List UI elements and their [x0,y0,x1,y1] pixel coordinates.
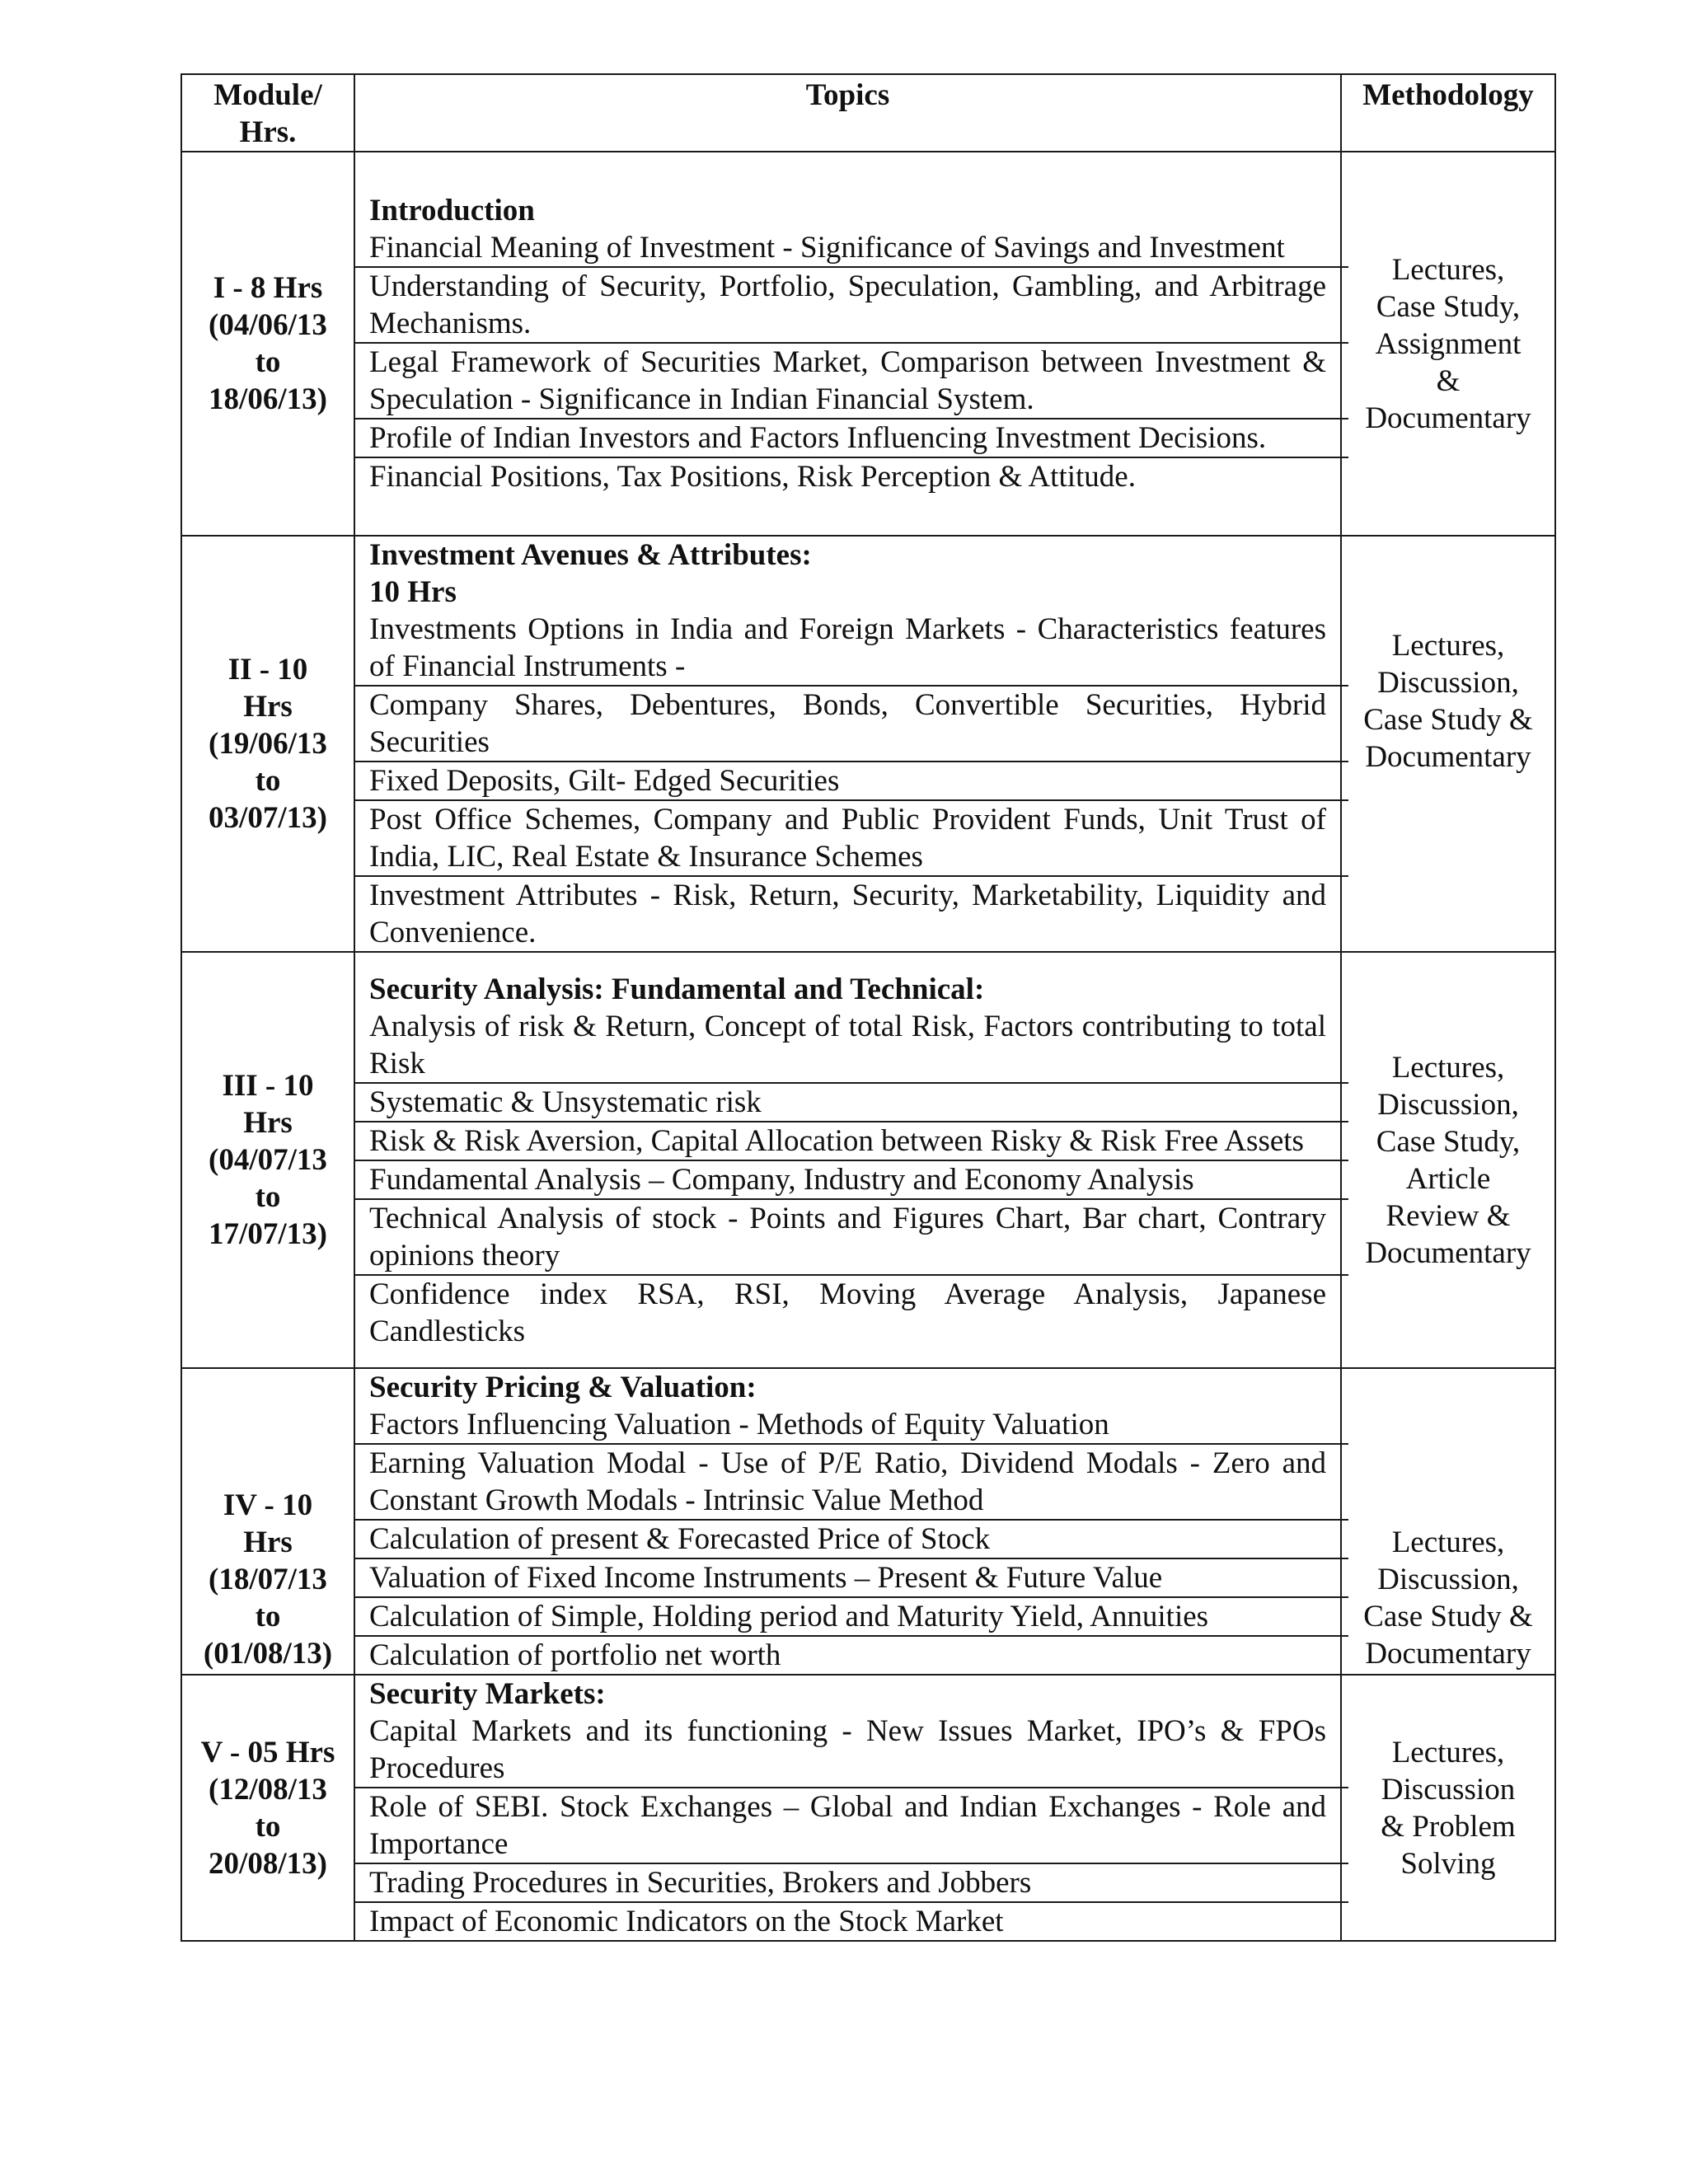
topic-item: Financial Positions, Tax Positions, Risk Perception & Attitude. [355,457,1348,495]
methodology-cell [1341,1675,1555,1941]
topic-item: Profile of Indian Investors and Factors Influencing Investment Decisions. [355,418,1348,457]
methodology-line: Case Study & [1363,703,1533,737]
module-line: IV - 10 [223,1488,313,1522]
module-line: (19/06/13 [209,727,327,761]
topic-item: Technical Analysis of stock - Points and Figures Chart, Bar chart, Contrary opinions theory [355,1198,1348,1274]
module-line: Hrs [243,1526,293,1559]
topic-text: Financial Meaning of Investment - Significance of Savings and Investment [369,231,1285,265]
module-line: to [255,1180,281,1214]
topic-item [355,1369,1348,1443]
topic-item: Systematic & Unsystematic risk [355,1082,1348,1121]
topic-item [355,537,1348,685]
module-line: III - 10 [222,1069,314,1103]
topic-heading: Introduction [369,194,535,227]
topic-item: Investment Attributes - Risk, Return, Security, Marketability, Liquidity and Convenience. [355,875,1348,951]
topic-item [355,192,1348,266]
module-line: II - 10 [227,653,308,687]
methodology-cell [1341,536,1555,952]
topics-cell [354,152,1341,536]
topic-item: Impact of Economic Indicators on the Stock Market [355,1901,1348,1940]
module-cell [181,952,354,1368]
module-row-5 [181,1675,1555,1941]
module-line: 03/07/13) [209,801,327,835]
module-line: I - 8 Hrs [213,271,323,305]
methodology-line: Review & [1386,1198,1511,1233]
module-line: Hrs [243,690,293,724]
methodology-line: Assignment [1375,326,1522,361]
topic-item: Legal Framework of Securities Market, Comparison between Investment & Speculation - Significance in Indian Financial System. [355,342,1348,418]
methodology-line: Lectures, [1391,1526,1505,1559]
module-cell [181,536,354,952]
topic-heading: Security Analysis: Fundamental and Technical: [369,972,985,1006]
module-row-4 [181,1368,1555,1675]
methodology-line: Documentary [1365,740,1531,774]
topic-item: Understanding of Security, Portfolio, Speculation, Gambling, and Arbitrage Mechanisms. [355,266,1348,342]
header-row [181,74,1555,152]
topic-item: Company Shares, Debentures, Bonds, Convertible Securities, Hybrid Securities [355,685,1348,761]
topic-item: Valuation of Fixed Income Instruments – Present & Future Value [355,1558,1348,1596]
methodology-line: Documentary [1365,401,1531,435]
topic-text: Factors Influencing Valuation - Methods of Equity Valuation [369,1408,1109,1441]
methodology-header: Methodology [1341,74,1555,152]
module-line: (18/07/13 [209,1563,327,1596]
module-line: to [255,1600,281,1633]
topics-cell [354,1675,1341,1941]
topic-item: Post Office Schemes, Company and Public Provident Funds, Unit Trust of India, LIC, Real Estate & Insurance Schemes [355,799,1348,875]
module-line: Hrs [243,1106,293,1140]
topic-heading: Security Markets: [369,1677,606,1711]
module-row-3 [181,952,1555,1368]
topic-item: Fundamental Analysis – Company, Industry and Economy Analysis [355,1160,1348,1198]
module-line: to [255,345,281,379]
methodology-line: & [1436,363,1461,398]
topic-item [355,971,1348,1082]
methodology-cell [1341,952,1555,1368]
methodology-line: Discussion, [1377,1563,1519,1596]
module-line: V - 05 Hrs [200,1735,335,1769]
methodology-line: Discussion [1381,1772,1516,1807]
topics-cell [354,536,1341,952]
topic-item: Fixed Deposits, Gilt- Edged Securities [355,761,1348,799]
module-line: 20/08/13) [209,1846,327,1881]
topic-item: Confidence index RSA, RSI, Moving Average Analysis, Japanese Candlesticks [355,1274,1348,1350]
module-line: to [255,1809,281,1844]
topic-item: Role of SEBI. Stock Exchanges – Global and Indian Exchanges - Role and Importance [355,1787,1348,1863]
topic-text: Analysis of risk & Return, Concept of total Risk, Factors contributing to total Risk [369,1009,1326,1080]
topic-item: Earning Valuation Modal - Use of P/E Ratio, Dividend Modals - Zero and Constant Growth Modals - Intrinsic Value Method [355,1443,1348,1519]
module-header: Module/ Hrs. [181,74,354,152]
module-line: (04/07/13 [209,1143,327,1177]
methodology-line: Solving [1400,1846,1496,1881]
module-line: (01/08/13) [203,1637,333,1671]
topic-item: Calculation of portfolio net worth [355,1635,1348,1674]
methodology-line: Lectures, [1391,629,1505,663]
module-line: (12/08/13 [209,1772,327,1807]
module-cell [181,152,354,536]
module-row-1 [181,152,1555,536]
module-line: 17/07/13) [209,1217,327,1251]
methodology-line: Discussion, [1377,1087,1519,1122]
methodology-line: Lectures, [1391,1735,1505,1769]
methodology-line: Documentary [1365,1637,1531,1671]
methodology-line: Documentary [1365,1235,1531,1270]
topic-item: Calculation of Simple, Holding period and Maturity Yield, Annuities [355,1596,1348,1635]
methodology-line: Lectures, [1391,1050,1505,1085]
methodology-cell [1341,1368,1555,1675]
syllabus-table [181,73,1556,1942]
methodology-line: & Problem [1381,1809,1516,1844]
topic-item: Calculation of present & Forecasted Price of Stock [355,1519,1348,1558]
module-cell [181,1368,354,1675]
topic-text: Investments Options in India and Foreign Markets - Characteristics features of Financial Instruments - [369,612,1326,683]
topic-text: Capital Markets and its functioning - New Issues Market, IPO’s & FPOs Procedures [369,1714,1326,1785]
methodology-line: Discussion, [1377,666,1519,700]
topic-item [355,1675,1348,1787]
topic-heading-hours: 10 Hrs [369,575,457,609]
topic-heading: Security Pricing & Valuation: [369,1371,757,1404]
topics-cell [354,952,1341,1368]
module-row-2 [181,536,1555,952]
topic-item: Trading Procedures in Securities, Brokers and Jobbers [355,1863,1348,1901]
methodology-cell [1341,152,1555,536]
module-line: 18/06/13) [209,382,327,416]
topics-header: Topics [354,74,1341,152]
module-line: to [255,764,281,798]
methodology-line: Case Study & [1363,1600,1533,1633]
methodology-line: Lectures, [1391,252,1505,287]
topics-cell [354,1368,1341,1675]
methodology-line: Article [1405,1161,1491,1196]
module-line: (04/06/13 [209,308,327,342]
topic-item: Risk & Risk Aversion, Capital Allocation between Risky & Risk Free Assets [355,1121,1348,1160]
methodology-line: Case Study, [1376,289,1521,324]
module-cell [181,1675,354,1941]
topic-heading: Investment Avenues & Attributes: [369,538,812,572]
methodology-line: Case Study, [1376,1124,1521,1159]
